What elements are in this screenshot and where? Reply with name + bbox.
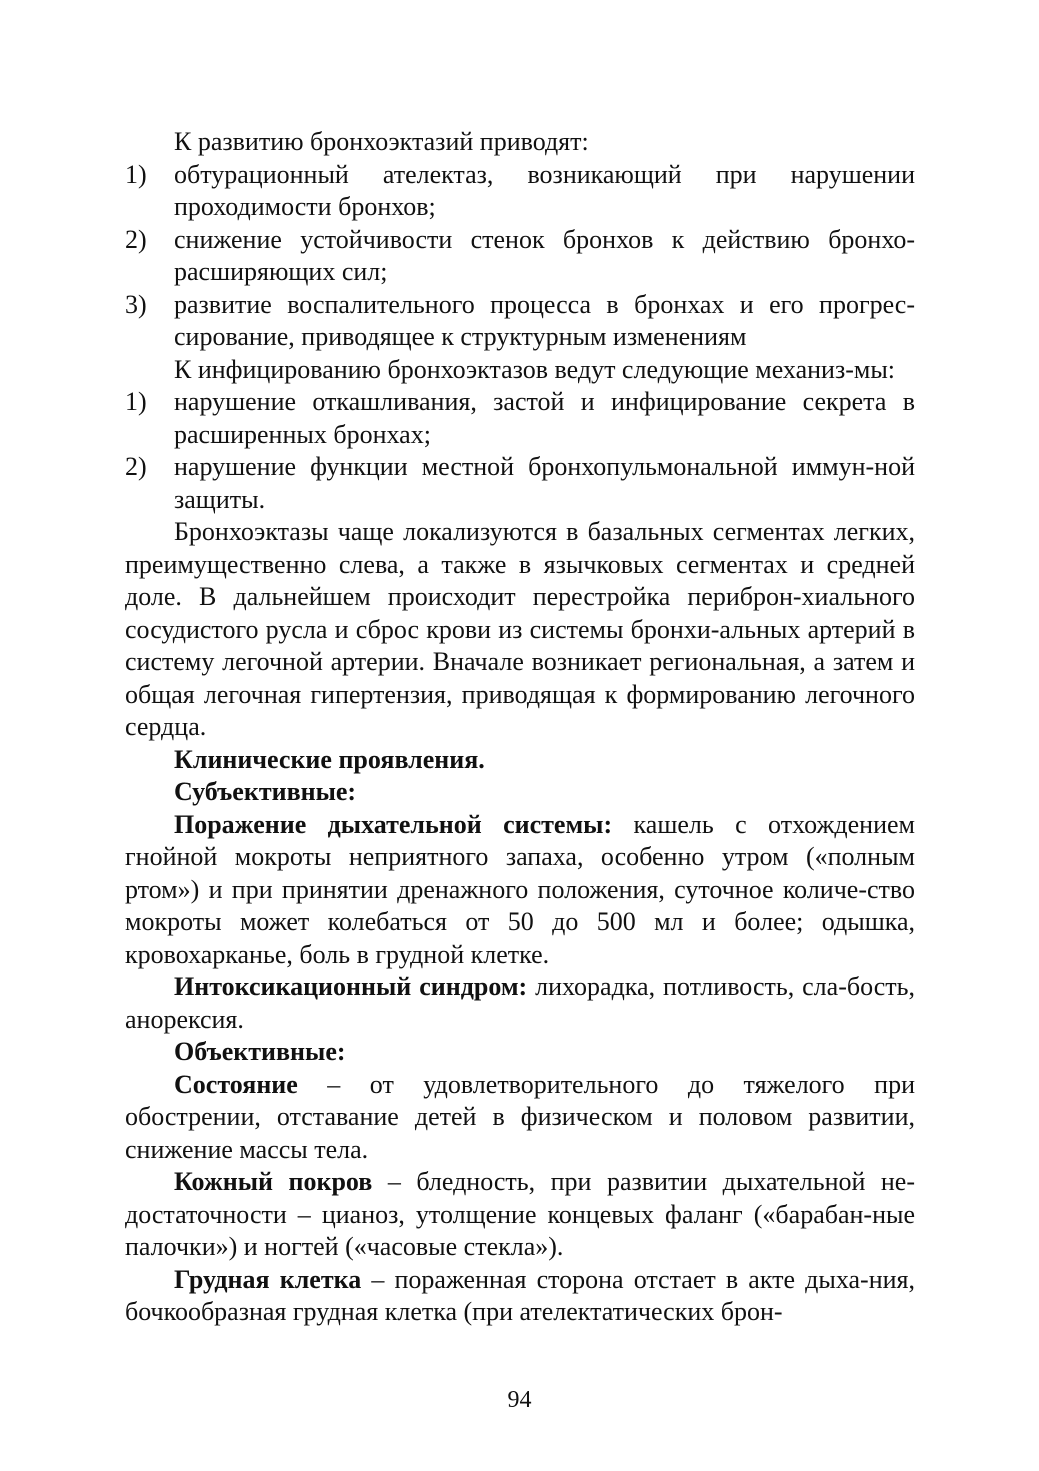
list-item-number: 2)	[125, 224, 147, 254]
text-respiratory: кашель с отхождением гнойной мокроты неприятного запаха, особенно утром («полным ртом») и при принятии дренажного положения, суточное количе-ство мокроты может колебаться от 50 до 500 мл и более; одышка, кровохарканье, боль в грудной клетке.	[125, 809, 915, 969]
list-item-number: 3)	[125, 289, 147, 319]
term-intoxication: Интоксикационный синдром:	[174, 972, 528, 1001]
term-chest: Грудная клетка	[174, 1264, 362, 1294]
intro-infection-mechanisms: К инфицированию бронхоэктазов ведут следующие механиз-мы:	[174, 354, 896, 384]
list-item-number: 1)	[125, 159, 147, 189]
text-chest: – пораженная сторона отстает в акте дыха-ния, бочкообразная грудная клетка (при ателектатических брон-	[125, 1264, 915, 1326]
text-skin: – бледность, при развитии дыхательной не-достаточности – цианоз, утолщение концевых фаланг («барабан-ные палочки») и ногтей («часовые стекла»).	[125, 1167, 916, 1261]
paragraph-respiratory	[125, 809, 915, 972]
paragraph-localization: Бронхоэктазы чаще локализуются в базальных сегментах легких, преимущественно слева, а также в язычковых сегментах и средней доле. В дальнейшем происходит перестройка периброн-хиального сосудистого русла и сброс крови из системы бронхи-альных артерий в систему легочной артерии. Вначале возникает региональная, а затем и общая легочная гипертензия, приводящая к формированию легочного сердца.	[125, 517, 915, 741]
term-respiratory: Поражение дыхательной системы:	[174, 809, 613, 839]
page-body	[125, 126, 915, 1329]
list-item-text: обтурационный ателектаз, возникающий при нарушении проходимости бронхов;	[174, 159, 915, 221]
intro-bronchiectasis-causes: К развитию бронхоэктазий приводят:	[174, 127, 589, 156]
list-item	[125, 289, 915, 354]
mechanisms-list	[125, 386, 915, 516]
text-state: – от удовлетворительного до тяжелого при обострении, отставание детей в физическом и половом развитии, снижение массы тела.	[125, 1069, 915, 1164]
text-intoxication: лихорадка, потливость, сла-бость, анорексия.	[125, 972, 915, 1034]
causes-list	[125, 159, 915, 354]
list-item-number: 2)	[125, 452, 147, 481]
list-item-number: 1)	[125, 387, 147, 416]
paragraph-chest	[125, 1264, 915, 1329]
list-item-text: нарушение откашливания, застой и инфицирование секрета в расширенных бронхах;	[174, 387, 915, 449]
list-item	[125, 224, 915, 289]
list-item	[125, 159, 915, 224]
list-item	[125, 386, 915, 451]
heading-objective: Объективные:	[174, 1037, 346, 1066]
paragraph-skin	[125, 1166, 915, 1264]
term-skin: Кожный покров	[174, 1167, 373, 1196]
page-number: 94	[507, 1387, 532, 1413]
heading-clinical-manifestations: Клинические проявления.	[174, 744, 485, 774]
list-item	[125, 451, 915, 516]
paragraph-state	[125, 1069, 915, 1167]
list-item-text: нарушение функции местной бронхопульмональной иммун-ной защиты.	[174, 452, 915, 514]
heading-subjective: Субъективные:	[174, 777, 357, 806]
term-state: Состояние	[174, 1069, 298, 1099]
paragraph-intoxication	[125, 971, 915, 1036]
list-item-text: снижение устойчивости стенок бронхов к действию бронхо-расширяющих сил;	[174, 224, 915, 286]
list-item-text: развитие воспалительного процесса в бронхах и его прогрес-сирование, приводящее к структурным изменениям	[174, 289, 915, 351]
